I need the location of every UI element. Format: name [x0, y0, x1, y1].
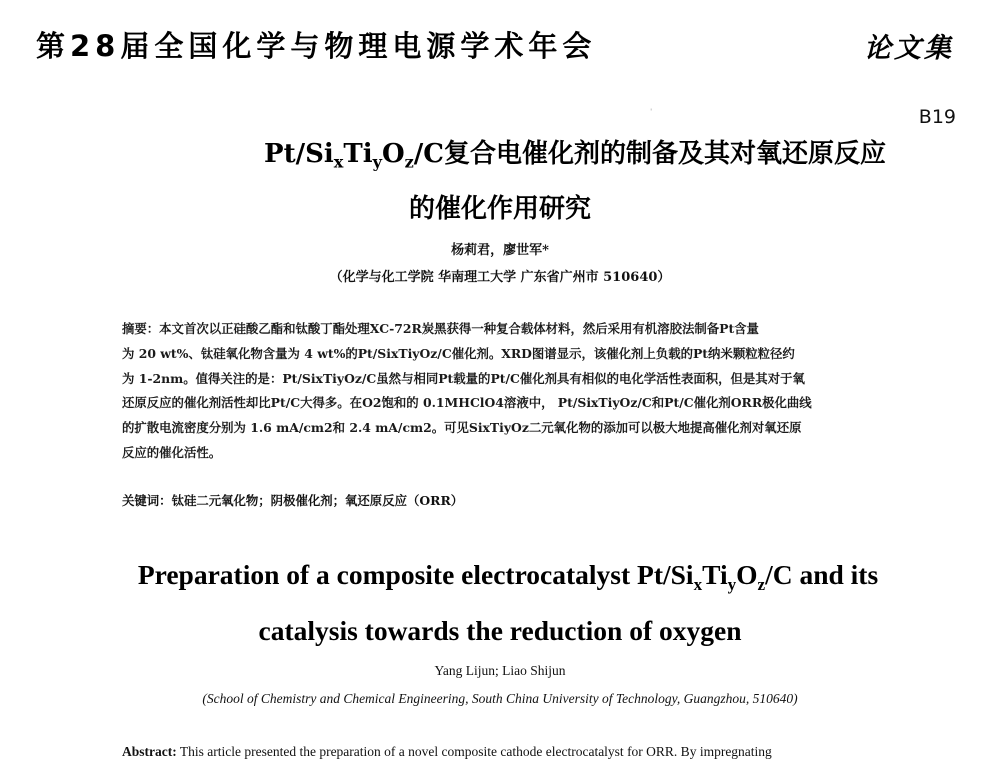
- chinese-abstract: [122, 317, 882, 466]
- abstract-line: 的扩散电流密度分别为 1.6 mA/cm2和 2.4 mA/cm2。可见SixTiyOz二元氧化物的添加可以极大地提高催化剂对氧还原: [122, 420, 802, 436]
- abstract-line: 摘要：本文首次以正硅酸乙酯和钛酸丁酯处理XC-72R炭黑获得一种复合载体材料，然后采用有机溶胶法制备Pt含量: [122, 321, 759, 336]
- abstract-line: 为 1-2nm。值得关注的是：Pt/SixTiyOz/C虽然与相同Pt载量的Pt/C催化剂具有相似的电化学活性表面积，但是其对于氧: [122, 370, 805, 386]
- paper-id: B19: [918, 106, 956, 128]
- chinese-title-line-2: 的催化作用研究: [408, 194, 591, 224]
- scan-speck: ˈ: [650, 108, 653, 117]
- chinese-affiliation: （化学与化工学院 华南理工大学 广东省广州市 510640）: [329, 270, 671, 285]
- abstract-line: 为 20 wt%、钛硅氧化物含量为 4 wt%的Pt/SixTiyOz/C催化剂。XRD图谱显示，该催化剂上负载的Pt纳米颗粒粒径约: [122, 345, 795, 361]
- english-abstract: Abstract: This article presented the preparation of a novel composite cathode electrocatalyst for ORR. By impregnating: [122, 744, 772, 759]
- english-abstract-label: Abstract:: [122, 744, 177, 759]
- chinese-title-line-1: $Pt/Si_xTi_yO_z/C$复合电催化剂的制备及其对氧还原反应: [264, 139, 886, 172]
- english-title-line-1: Preparation of a composite electrocatalyst $Pt/Si_xTi_yO_z/C$ and its: [137, 559, 879, 594]
- english-title-line-2: catalysis towards the reduction of oxygen: [258, 615, 742, 646]
- chinese-authors: 杨莉君，廖世军*: [451, 243, 549, 258]
- conference-title: 第28届全国化学与物理电源学术年会: [36, 29, 597, 63]
- english-authors: Yang Lijun; Liao Shijun: [434, 663, 566, 678]
- chinese-keywords: 关键词：钛硅二元氧化物；阴极催化剂；氧还原反应（ORR）: [122, 493, 464, 508]
- abstract-line: 反应的催化活性。: [122, 444, 222, 460]
- keywords-label: 关键词：: [122, 493, 172, 508]
- abstract-label: 摘要：: [122, 321, 160, 336]
- abstract-line: 还原反应的催化剂活性却比Pt/C大得多。在O2饱和的 0.1MHClO4溶液中， Pt/SixTiyOz/C和Pt/C催化剂ORR极化曲线: [122, 395, 812, 411]
- english-affiliation: (School of Chemistry and Chemical Engineering, South China University of Technology, Guangzhou, 510640): [202, 691, 798, 706]
- collection-label: 论文集: [864, 33, 954, 64]
